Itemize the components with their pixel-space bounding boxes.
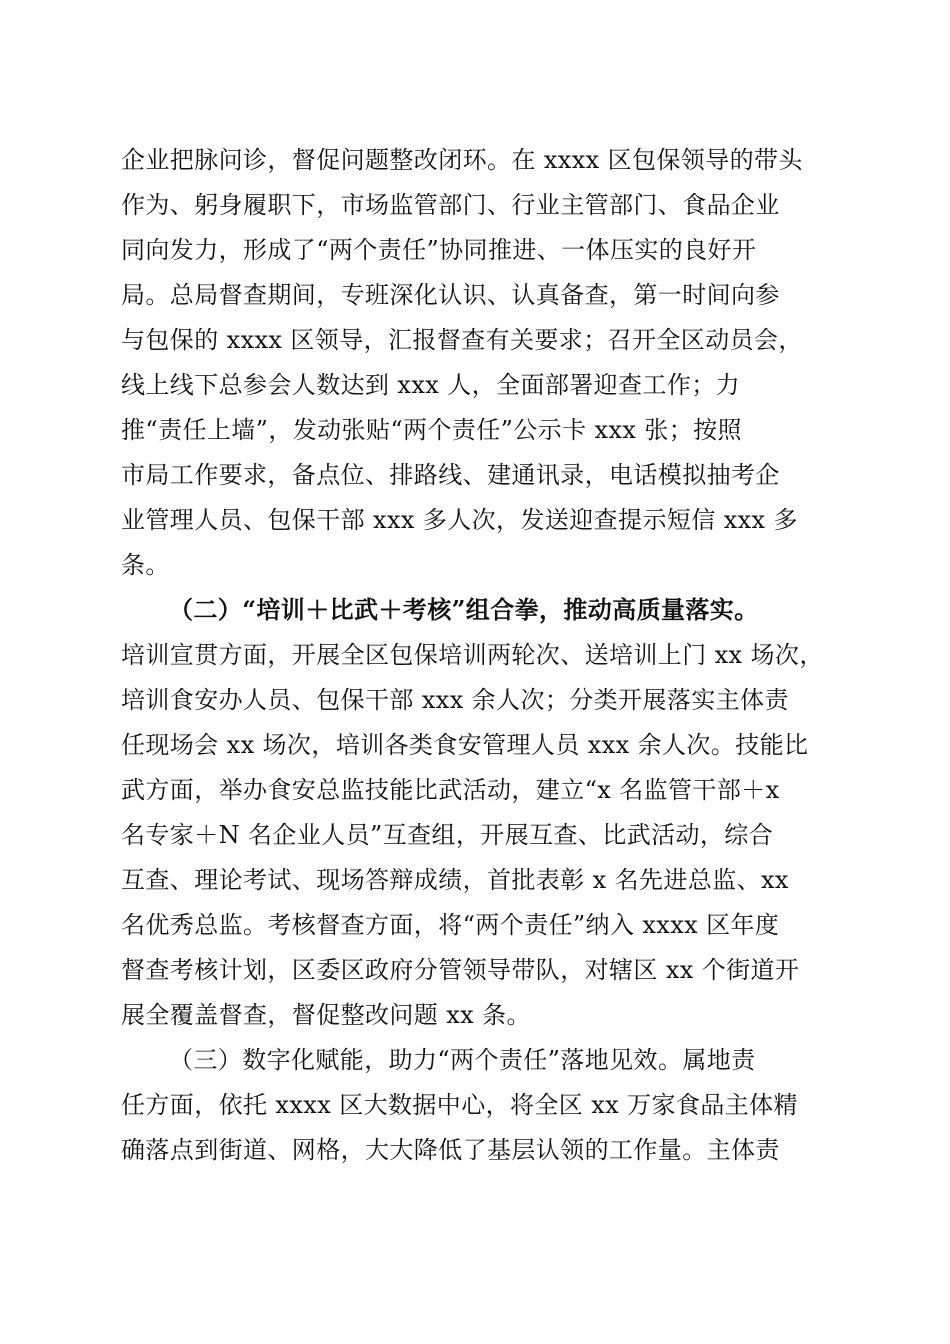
section-heading-2: （二）“培训＋比武＋考核”组合拳，推动高质量落实。	[169, 595, 759, 624]
text-line: 局。总局督查期间，专班深化认识、认真备查，第一时间向参	[121, 281, 780, 309]
section-heading-3: （三）数字化赋能，助力“两个责任”落地见效。属地责	[169, 1046, 756, 1074]
text-line: 条。	[121, 551, 170, 579]
text-line: 推“责任上墙”，发动张贴“两个责任”公示卡 xxx 张；按照	[121, 416, 742, 444]
text-line: 培训食安办人员、包保干部 xxx 余人次；分类开展落实主体责	[121, 686, 789, 714]
text-line: 督查考核计划，区委区政府分管领导带队，对辖区 xx 个街道开	[121, 956, 800, 984]
text-line: 业管理人员、包保干部 xxx 多人次，发送迎查提示短信 xxx 多	[121, 506, 798, 534]
text-line: 名优秀总监。考核督查方面，将“两个责任”纳入 xxxx 区年度	[121, 911, 780, 939]
text-line: 企业把脉问诊，督促问题整改闭环。在 xxxx 区包保领导的带头	[121, 146, 803, 174]
text-line: 培训宣贯方面，开展全区包保培训两轮次、送培训上门 xx 场次，	[121, 641, 824, 669]
text-line: 名专家＋N 名企业人员”互查组，开展互查、比武活动，综合	[121, 821, 774, 849]
text-line: 互查、理论考试、现场答辩成绩，首批表彰 x 名先进总监、xx	[121, 866, 789, 894]
text-line: 任方面，依托 xxxx 区大数据中心，将全区 xx 万家食品主体精	[121, 1091, 798, 1119]
text-line: 线上线下总参会人数达到 xxx 人，全面部署迎查工作；力	[121, 371, 741, 399]
text-line: 市局工作要求，备点位、排路线、建通讯录，电话模拟抽考企	[121, 461, 780, 489]
text-line: 与包保的 xxxx 区领导，汇报督查有关要求；召开全区动员会，	[121, 326, 803, 354]
text-line: 同向发力，形成了“两个责任”协同推进、一体压实的良好开	[121, 236, 757, 264]
text-line: 任现场会 xx 场次，培训各类食安管理人员 xxx 余人次。技能比	[121, 731, 809, 759]
text-line: 作为、躬身履职下，市场监管部门、行业主管部门、食品企业	[121, 191, 780, 219]
text-line: 确落点到街道、网格，大大降低了基层认领的工作量。主体责	[121, 1136, 780, 1164]
text-line: 武方面，举办食安总监技能比武活动，建立“x 名监管干部＋x	[121, 776, 780, 804]
text-line: 展全覆盖督查，督促整改问题 xx 条。	[121, 1001, 531, 1029]
